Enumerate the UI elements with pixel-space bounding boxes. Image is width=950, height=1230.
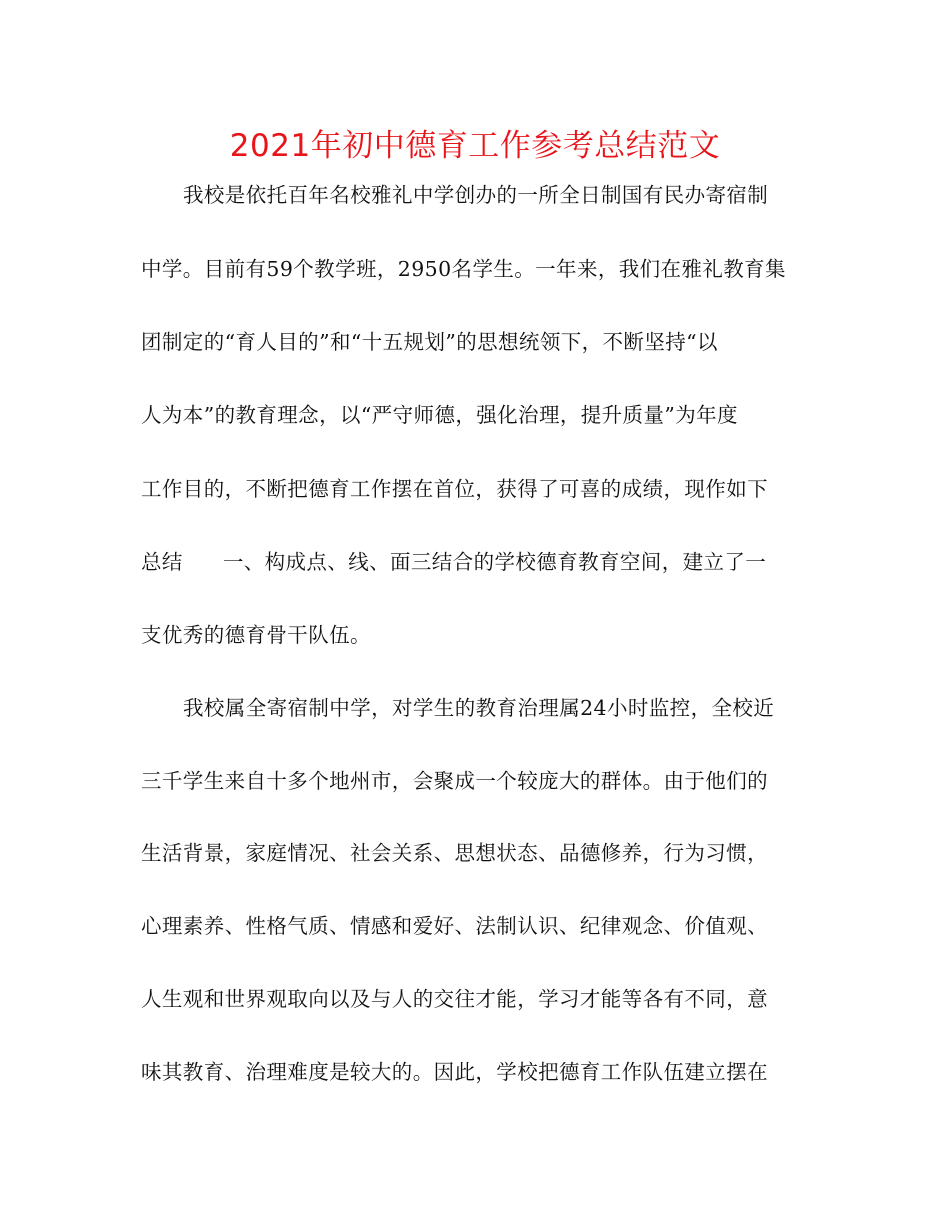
paragraph-line-end: 总结 [141, 550, 183, 574]
paragraph-line: 支优秀的德育骨干队伍。 [141, 623, 371, 647]
section-heading: 一、构成点、线、面三结合的学校德育教育空间，建立了一 [222, 550, 767, 574]
paragraph-line: 味其教育、治理难度是较大的。因此，学校把德育工作队伍建立摆在 [141, 1060, 768, 1084]
paragraph-line: 人为本”的教育理念，以“严守师德，强化治理，提升质量”为年度 [141, 403, 738, 427]
paragraph-line: 团制定的“育人目的”和“十五规划”的思想统领下，不断坚持“以 [141, 330, 718, 354]
paragraph-line: 工作目的，不断把德育工作摆在首位，获得了可喜的成绩，现作如下 [141, 477, 768, 501]
document-title: 2021年初中德育工作参考总结范文 [229, 128, 721, 164]
paragraph-line: 人生观和世界观取向以及与人的交往才能，学习才能等各有不同，意 [141, 987, 768, 1011]
paragraph-line: 三千学生来自十多个地州市，会聚成一个较庞大的群体。由于他们的 [141, 769, 768, 793]
paragraph-line-with-heading [141, 547, 821, 577]
paragraph-line: 中学。目前有59个教学班，2950名学生。一年来，我们在雅礼教育集 [141, 257, 786, 281]
paragraph-line: 生活背景，家庭情况、社会关系、思想状态、品德修养，行为习惯， [141, 841, 768, 865]
paragraph-line: 心理素养、性格气质、情感和爱好、法制认识、纪律观念、价值观、 [141, 914, 768, 938]
paragraph-line: 我校是依托百年名校雅礼中学创办的一所全日制国有民办寄宿制 [183, 183, 769, 207]
paragraph-line: 我校属全寄宿制中学，对学生的教育治理属24小时监控，全校近 [183, 696, 775, 720]
